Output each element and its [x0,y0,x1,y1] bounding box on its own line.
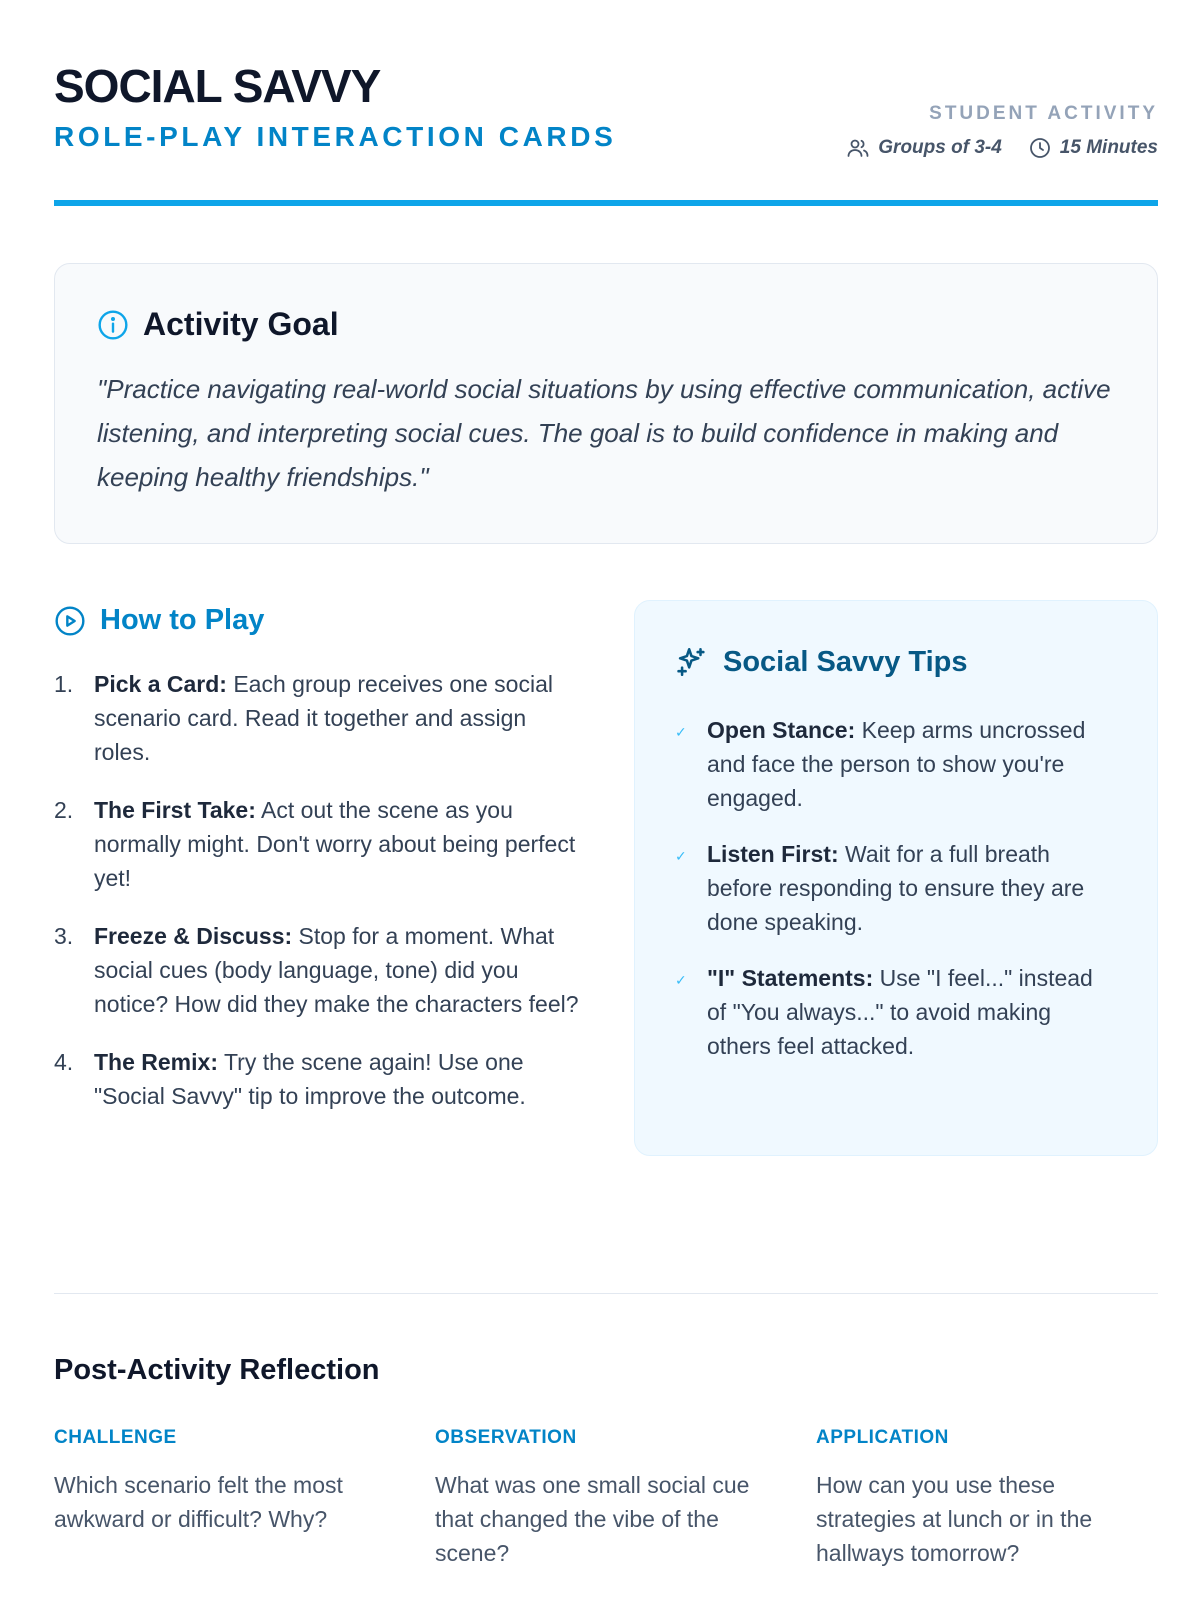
tip-item [675,837,1117,939]
meta-row [846,136,1158,160]
tips-list [675,713,1117,1063]
play-circle-icon [54,605,86,637]
reflection-question: How can you use these strategies at lunch or in the hallways tomorrow? [816,1472,1093,1566]
check-icon: ✓ [675,848,687,864]
reflection-title: Post-Activity Reflection [54,1354,380,1386]
step-item [54,919,584,1021]
reflection-question: Which scenario felt the most awkward or difficult? Why? [54,1472,343,1532]
sparkles-icon [675,645,709,679]
reflection-observation [435,1426,775,1570]
goal-title: Activity Goal [143,306,339,342]
activity-meta [846,102,1158,160]
tip-item [675,713,1117,815]
tip-text: Keep arms uncrossed and face the person to show you're engaged. [707,717,1086,811]
activity-page [54,0,1158,1600]
tip-label: Listen First: [707,841,839,867]
step-number: 3. [54,923,74,949]
step-label: The Remix: [94,1049,218,1075]
page-subtitle: ROLE-PLAY INTERACTION CARDS [54,121,617,152]
step-item [54,1045,584,1113]
step-label: Pick a Card: [94,671,227,697]
step-label: The First Take: [94,797,256,823]
check-icon: ✓ [675,972,687,988]
reflection-question: What was one small social cue that changed the vibe of the scene? [435,1472,750,1566]
clock-icon [1028,136,1052,160]
group-size-text: Groups of 3-4 [878,137,1002,158]
users-icon [846,136,870,160]
duration [1028,136,1158,160]
header-rule [54,200,1158,206]
how-to-play-heading [54,604,584,637]
reflection-challenge [54,1426,394,1570]
reflection-label: APPLICATION [816,1427,949,1448]
tip-label: "I" Statements: [707,965,874,991]
activity-goal-card [54,263,1158,544]
check-icon: ✓ [675,724,687,740]
page-title: SOCIAL SAVVY [54,60,381,112]
tip-label: Open Stance: [707,717,856,743]
step-label: Freeze & Discuss: [94,923,293,949]
meta-label: STUDENT ACTIVITY [929,103,1158,124]
tips-heading [675,645,1117,679]
step-text: Act out the scene as you normally might. Don't worry about being perfect yet! [94,797,576,891]
step-text: Try the scene again! Use one "Social Savvy" tip to improve the outcome. [94,1049,526,1109]
step-number: 4. [54,1049,74,1075]
reflection-label: CHALLENGE [54,1427,177,1448]
steps-list [54,667,584,1113]
tips-title: Social Savvy Tips [723,645,968,678]
social-savvy-tips-card [634,600,1158,1156]
goal-heading [97,306,1115,343]
reflection-grid [54,1426,1158,1570]
section-divider [54,1293,1158,1294]
goal-text: "Practice navigating real-world social situations by using effective communication, active listening, and interpreting social cues. The goal is to build confidence in making and keeping healthy friendships." [97,374,1111,492]
tip-item [675,961,1117,1063]
step-item [54,793,584,895]
step-number: 2. [54,797,74,823]
step-text: Each group receives one social scenario card. Read it together and assign roles. [94,671,553,765]
group-size [846,136,1002,160]
tip-text: Use "I feel..." instead of "You always..." to avoid making others feel attacked. [707,965,1093,1059]
header [54,60,1158,208]
step-item [54,667,584,769]
step-number: 1. [54,671,74,697]
duration-text: 15 Minutes [1059,137,1158,158]
how-to-play [54,604,584,1137]
step-text: Stop for a moment. What social cues (body language, tone) did you notice? How did they make the characters feel? [94,923,579,1017]
reflection-application [816,1426,1156,1570]
tip-text: Wait for a full breath before responding to ensure they are done speaking. [707,841,1085,935]
reflection-label: OBSERVATION [435,1427,577,1448]
info-icon [97,309,129,341]
how-to-play-title: How to Play [100,604,265,636]
